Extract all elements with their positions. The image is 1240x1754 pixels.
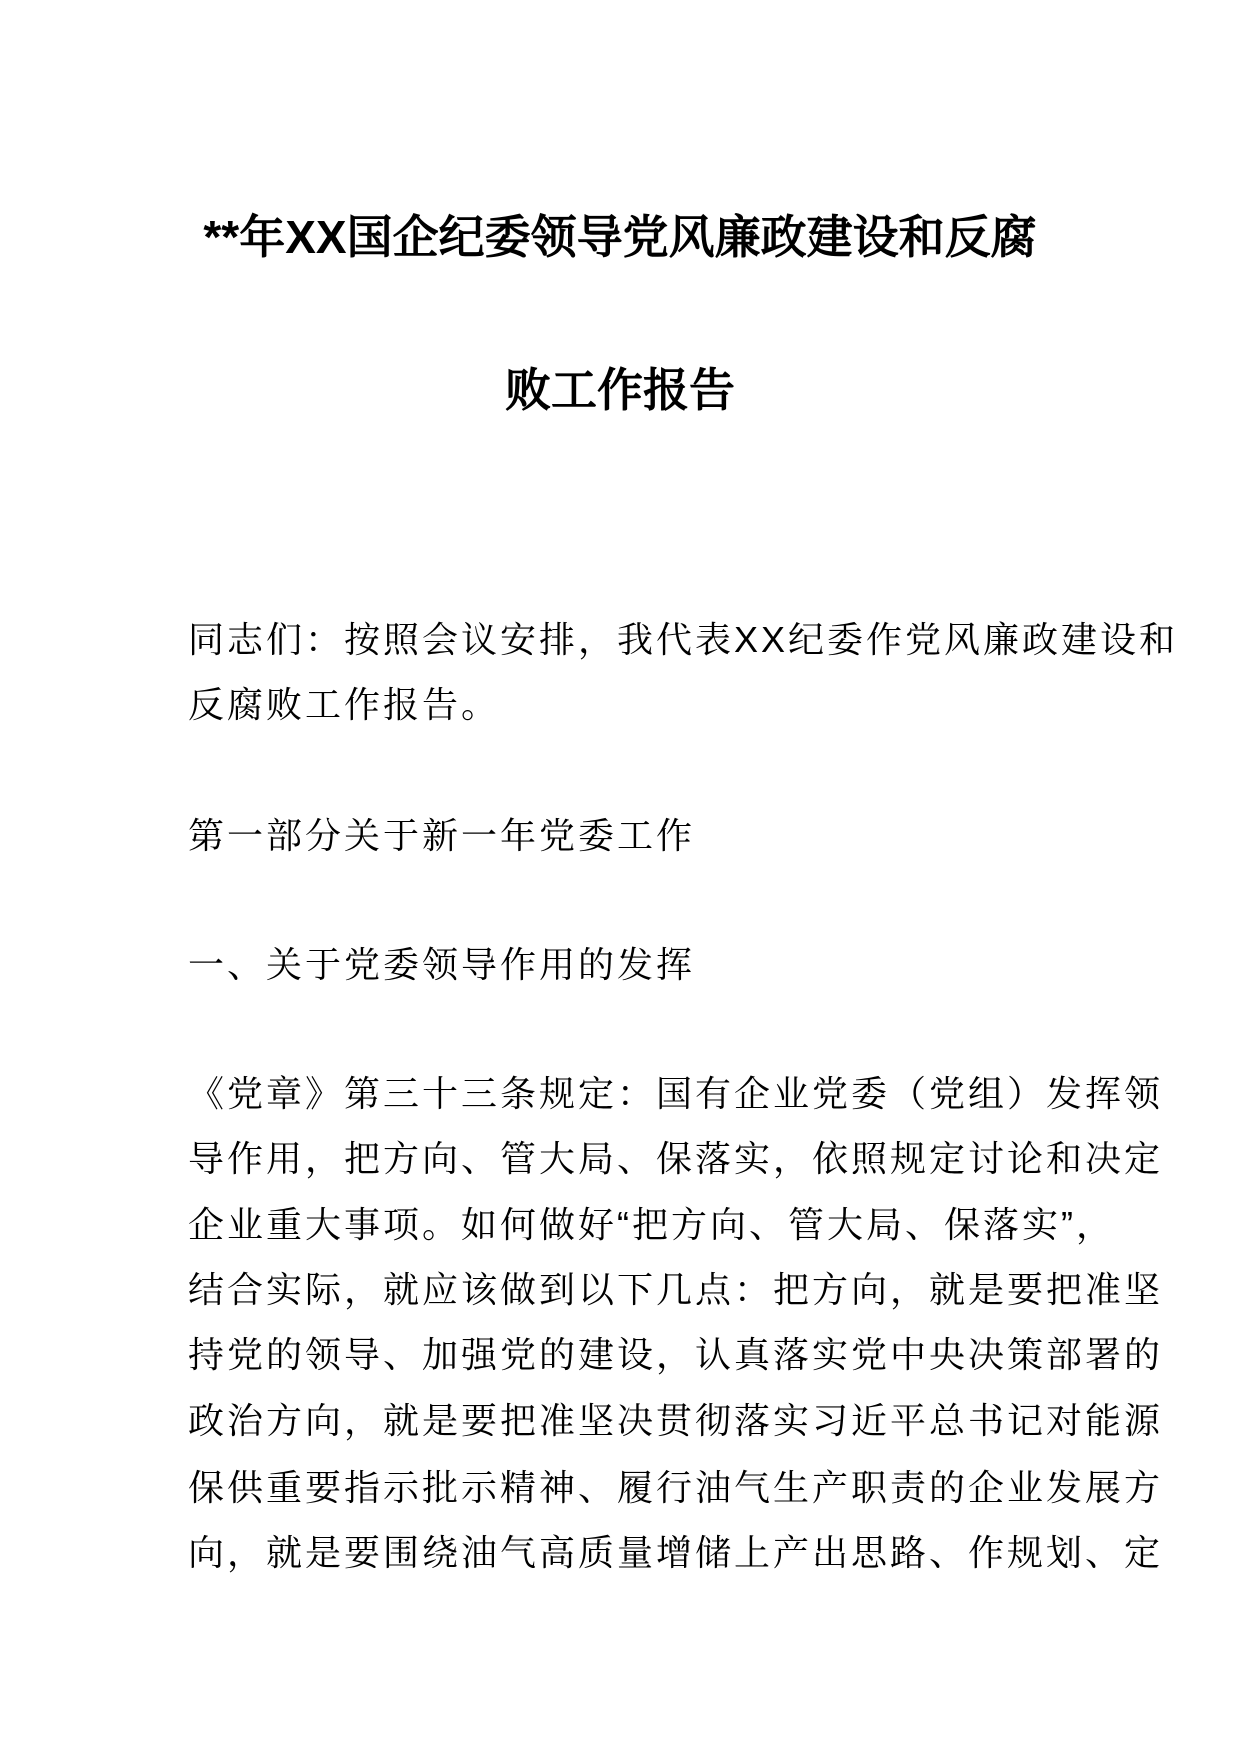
paragraph-line: 结合实际，就应该做到以下几点：把方向，就是要把准坚 (188, 1269, 1164, 1310)
intro-line: 反腐败工作报告。 (188, 684, 501, 725)
part-heading: 第一部分关于新一年党委工作 (188, 815, 696, 856)
paragraph-line: 政治方向，就是要把准坚决贯彻落实习近平总书记对能源 (188, 1400, 1164, 1441)
paragraph-line: 保供重要指示批示精神、履行油气生产职责的企业发展方 (188, 1467, 1164, 1508)
paragraph-line: 向，就是要围绕油气高质量增储上产出思路、作规划、定 (188, 1532, 1164, 1573)
title-line-2: 败工作报告 (505, 364, 735, 416)
paragraph-line: 企业重大事项。如何做好“把方向、管大局、保落实”， (188, 1204, 1115, 1245)
intro-line: 同志们：按照会议安排，我代表XX纪委作党风廉政建设和 (188, 619, 1179, 660)
section-heading: 一、关于党委领导作用的发挥 (188, 944, 696, 985)
paragraph-line: 持党的领导、加强党的建设，认真落实党中央决策部署的 (188, 1334, 1164, 1375)
paragraph-line: 《党章》第三十三条规定：国有企业党委（党组）发挥领 (188, 1073, 1164, 1114)
paragraph-line: 导作用，把方向、管大局、保落实，依照规定讨论和决定 (188, 1138, 1164, 1179)
title-line-1: **年XX国企纪委领导党风廉政建设和反腐 (203, 211, 1037, 263)
